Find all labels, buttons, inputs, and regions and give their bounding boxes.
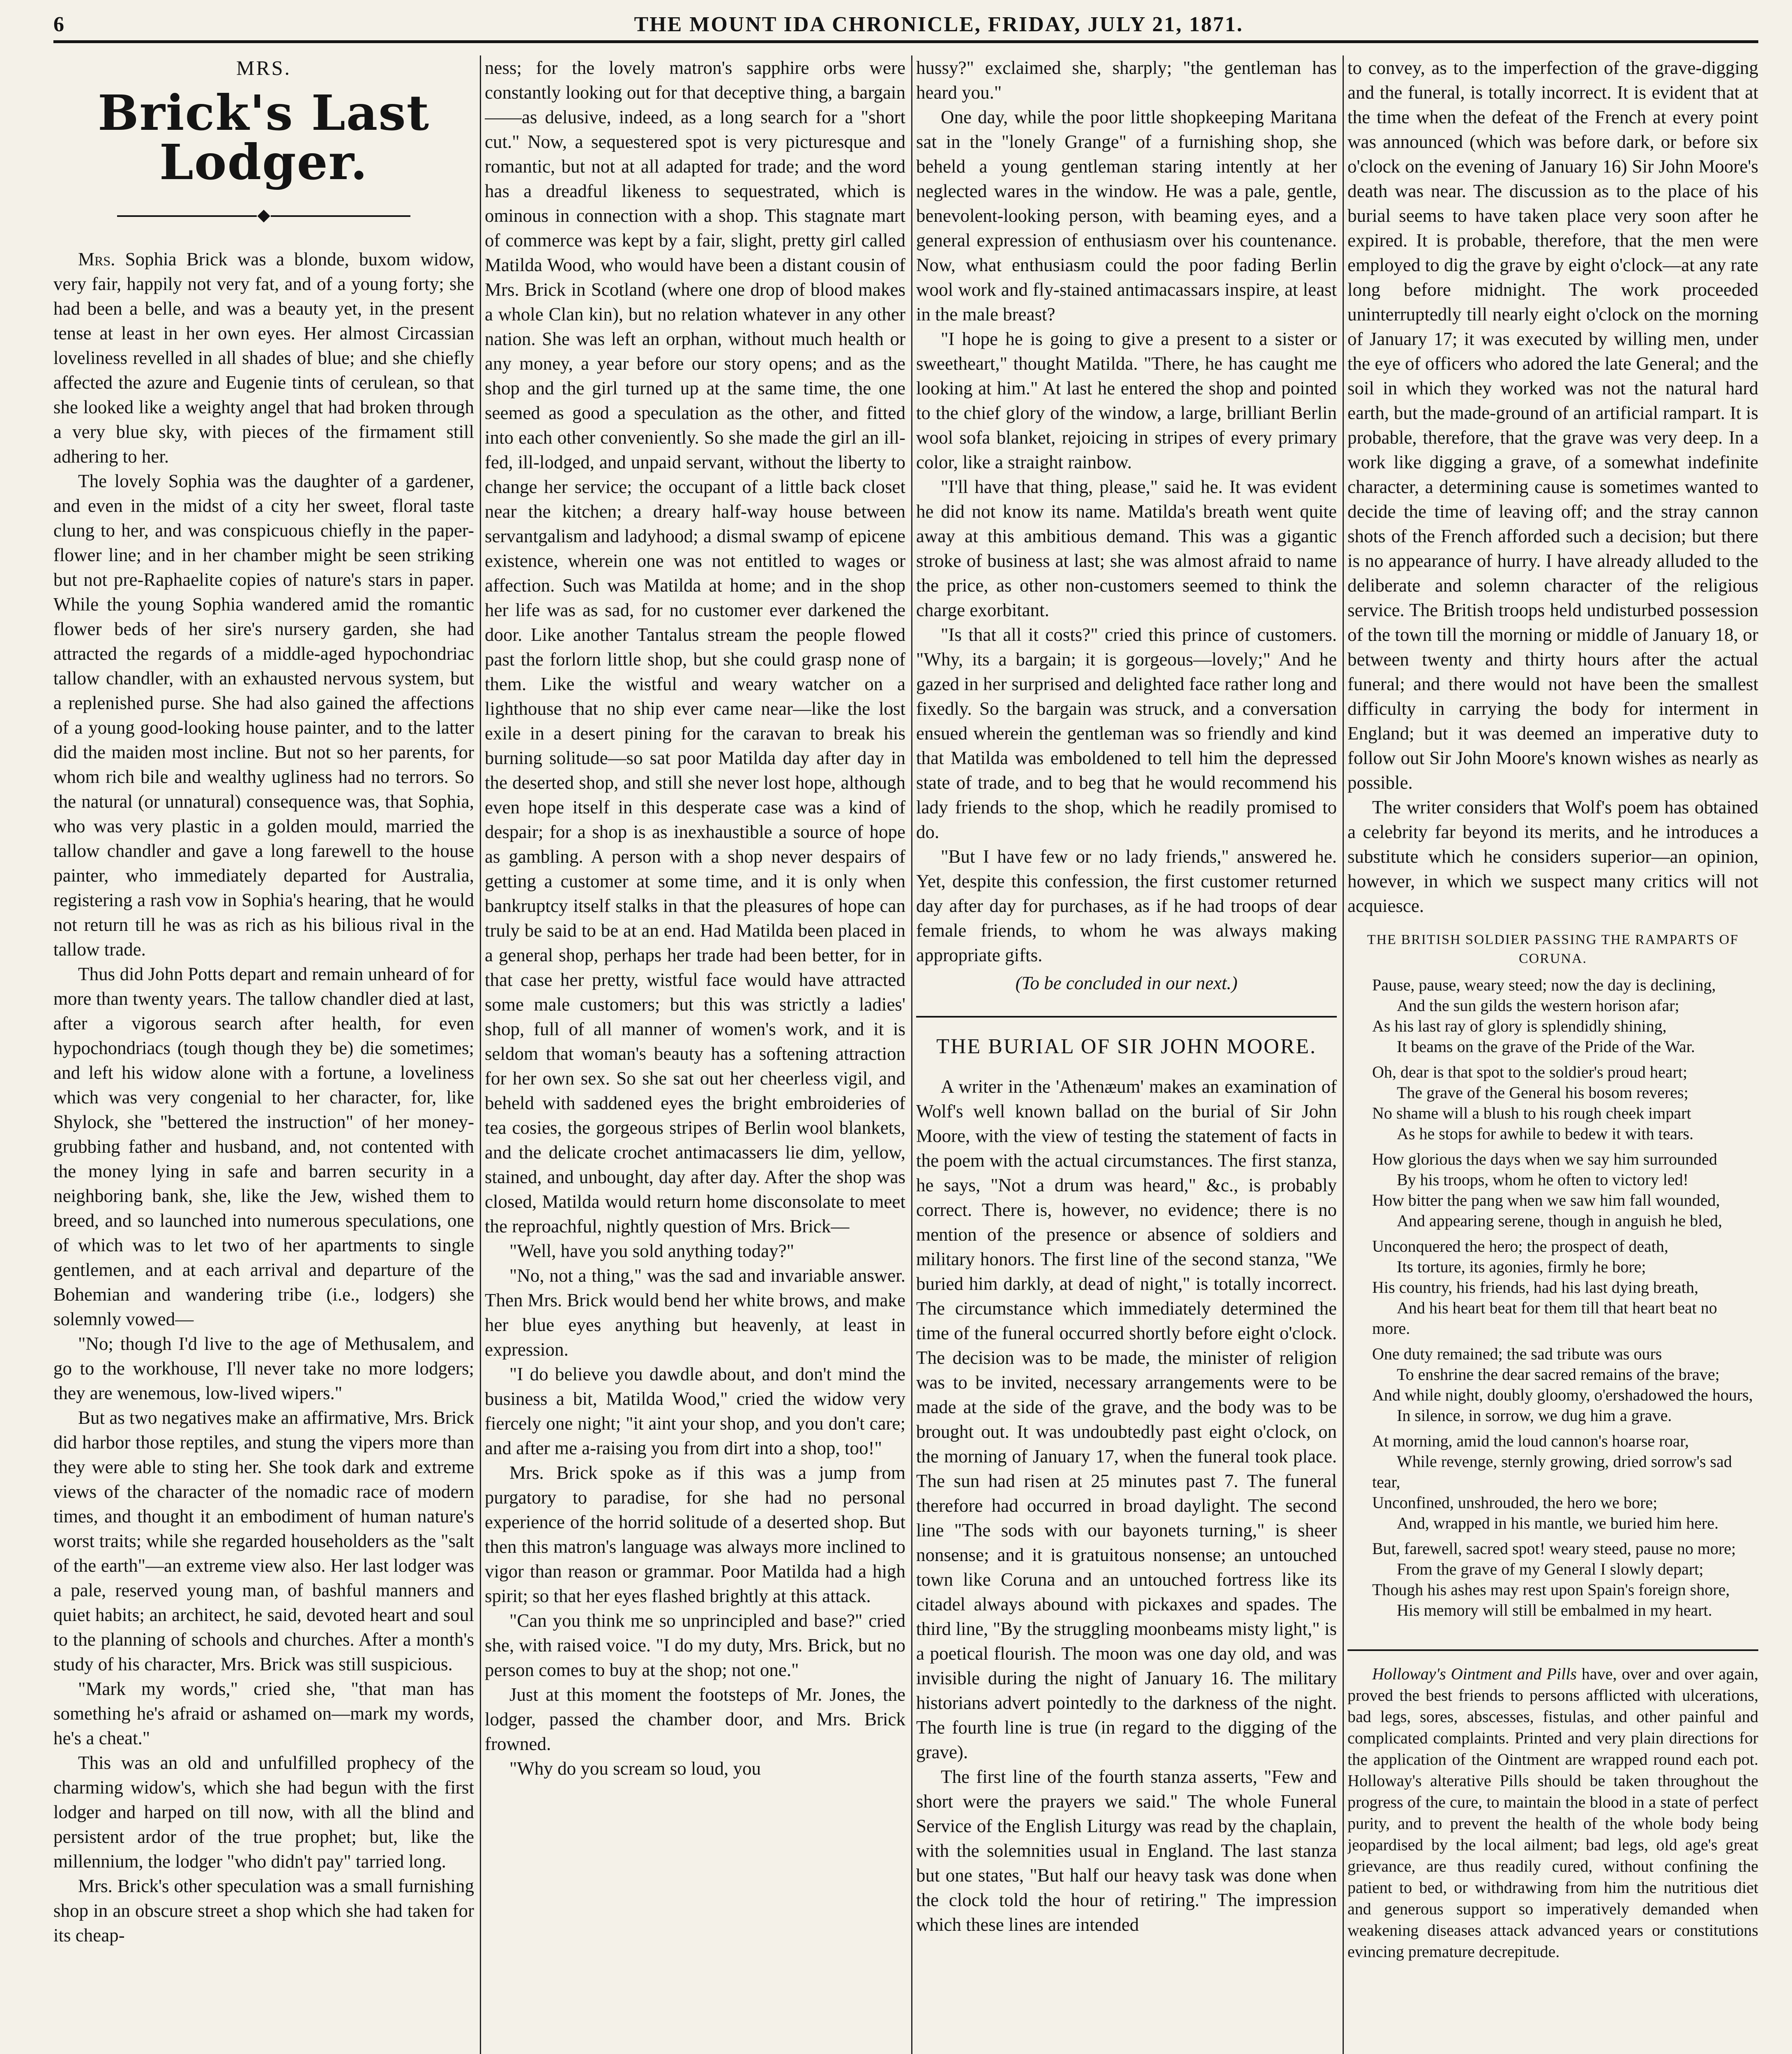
story-pretitle: MRS. bbox=[236, 56, 292, 79]
story-paragraph: "Mark my words," cried she, "that man has something he's afraid or ashamed on—mark my words, he's a cheat." bbox=[53, 1679, 474, 1748]
poem-line: How glorious the days when we say him surrounded bbox=[1372, 1150, 1717, 1168]
story-paragraph: Mrs. Brick's other speculation was a small furnishing shop in an obscure street a shop which she had taken for its cheap- bbox=[53, 1876, 474, 1946]
poem-line: But, farewell, sacred spot! weary steed, pause no more; bbox=[1372, 1539, 1736, 1558]
poem-line: In silence, in sorrow, we dug him a grave. bbox=[1397, 1406, 1672, 1425]
story-paragraph: This was an old and unfulfilled prophecy of the charming widow's, which she had begun with the first lodger and harped on till now, with all the blind and persistent ardor of the true prophet; but, like the millennium, the lodger "who didn't pay" tarried long. bbox=[53, 1752, 474, 1872]
poem-line: Oh, dear is that spot to the soldier's proud heart; bbox=[1372, 1063, 1688, 1081]
poem-line: The grave of the General his bosom reveres; bbox=[1397, 1083, 1688, 1102]
burial-paragraph: The writer considers that Wolf's poem has obtained a celebrity far beyond its merits, and he introduces a substitute which he considers superior—an opinion, however, in which we suspect many critics will not acquiesce. bbox=[1347, 797, 1758, 916]
story-paragraph: The lovely Sophia was the daughter of a gardener, and even in the midst of a city her sweet, floral taste clung to her, and was conspicuous chiefly in the paper-flower line; and in her chamber might be seen striking but not pre-Raphaelite copies of nature's stars in paper. While the young Sophia wandered amid the romantic flower beds of her sire's nursery garden, she had attracted the regards of a middle-aged hypochondriac tallow chandler, with an exhausted nervous system, but a replenished purse. She had also gained the affections of a young good-looking house painter, and to the latter did the maiden most incline. But not so her parents, for whom rich bile and wealthy ugliness had no terrors. So the natural (or unnatural) consequence was, that Sophia, who was very plastic in a golden mould, married the tallow chandler and gave a long farewell to the house painter, who immediately departed for Australia, registering a rash vow in Sophia's hearing, that he would not return till he was as rich as his bilious rival in the tallow trade. bbox=[53, 471, 474, 960]
poem-line: As he stops for awhile to bedew it with tears. bbox=[1397, 1124, 1694, 1143]
story-paragraph: "Is that all it costs?" cried this prince of customers. "Why, its a bargain; it is gorgeous—lovely;" And he gazed in her surprised and delighted face rather long and fixedly. So the bargain was struck, and a conversation ensued wherein the gentleman was so friendly and kind that Matilda was emboldened to tell him the depressed state of trade, and to beg that he would recommend his lady friends to the shop, which he readily promised to do. bbox=[916, 624, 1337, 842]
story-paragraph-first: Mrs. Sophia Brick was a blonde, buxom widow, very fair, happily not very fat, and of a young forty; she had been a belle, and was a beauty yet, in the present tense at least in her own eyes. Her almost Circassian loveliness revelled in all shades of blue; and she chiefly affected the azure and Eugenie tints of cerulean, so that she looked like a weighty angel that had broken through a very blue sky, with pieces of the firmament still adhering to her. bbox=[53, 249, 474, 467]
poem-stanza bbox=[1347, 1538, 1758, 1621]
poem-line: Pause, pause, weary steed; now the day is declining, bbox=[1372, 976, 1716, 994]
poem-line: While revenge, sternly growing, dried sorrow's sad tear, bbox=[1372, 1452, 1732, 1491]
story-paragraph: But as two negatives make an affirmative, Mrs. Brick did harbor those reptiles, and stung the vipers more than they were able to sting her. She took dark and extreme views of the character of the nomadic race of modern times, and thought it an embodiment of human nature's worst traits; while she regarded householders as the "salt of the earth"—an extreme view also. Her last lodger was a pale, reserved young man, of bashful manners and quiet habits; an architect, he said, devoted heart and soul to the planning of schools and churches. After a month's study of his character, Mrs. Brick was still suspicious. bbox=[53, 1407, 474, 1674]
poem-line: From the grave of my General I slowly depart; bbox=[1397, 1560, 1704, 1578]
burial-article-title: THE BURIAL OF SIR JOHN MOORE. bbox=[916, 1016, 1337, 1059]
story-title: Brick's Last Lodger. bbox=[97, 84, 430, 191]
column-1 bbox=[53, 55, 474, 2054]
story-paragraph: ness; for the lovely matron's sapphire orbs were constantly looking out for that deceptive thing, a bargain——as delusive, indeed, as a long search for a "short cut." Now, a sequestered spot is very picturesque and romantic, but not at all adapted for trade; and the word has a dreadful likeness to sequestrated, which is ominous in connection with a shop. This stagnate mart of commerce was kept by a fair, slight, pretty girl called Matilda Wood, who would have been a distant cousin of Mrs. Brick in Scotland (where one drop of blood makes a whole Clan kin), but no relation whatever in any other nation. She was left an orphan, without much health or any money, a year before our story opens; and as the shop and the girl turned up at the same time, the one seemed as good a speculation as the other, and fitted into each other conveniently. So she made the girl an ill-fed, ill-lodged, and unpaid servant, without the liberty to change her service; the occupant of a little back closet near the kitchen; a dreary half-way house between servantgalism and ladyhood; a dismal swamp of epicene existence, wherein one was not entitled to wages or affection. Such was Matilda at home; and in the shop her life was as sad, for no customer ever darkened the door. Like another Tantalus stream the people flowed past the forlorn little shop, but she could grasp none of them. Like the wistful and weary watcher on a lighthouse that no ship ever came near—like the lost exile in a desert pining for the caravan to break his burning solitude—so sat poor Matilda day after day in the deserted shop, and still she never lost hope, although even hope itself in this desperate case was a kind of despair; for a shop is as inexhaustible a source of hope as gambling. A person with a shop never despairs of getting a customer at some time, and it is only when bankruptcy itself stalks in that the pleasures of hope can truly be said to be at an end. Had Matilda been placed in a general shop, perhaps her trade had been better, for in that case her pretty, wistful face would have attracted some male customers; but this was strictly a ladies' shop, full of all manner of women's work, and it is seldom that woman's beauty has a softening attraction for her own sex. So she sat out her cheerless vigil, and beheld with saddened eyes the bright embroideries of tea cosies, the gorgeous stripes of Berlin wool blankets, and the delicate crochet antimacassers lie dim, yellow, stained, and unbought, day after day. After the shop was closed, Matilda would return home disconsolate to meet the reproachful, nightly question of Mrs. Brick— bbox=[485, 58, 905, 1237]
poem-line: No shame will a blush to his rough cheek impart bbox=[1372, 1104, 1691, 1122]
column-rule bbox=[480, 55, 481, 2054]
poem-line: It beams on the grave of the Pride of the War. bbox=[1397, 1037, 1695, 1056]
poem-line: His country, his friends, had his last dying breath, bbox=[1372, 1278, 1698, 1296]
poem-stanza bbox=[1347, 1062, 1758, 1144]
poem-line: And his heart beat for them till that heart beat no more. bbox=[1372, 1299, 1717, 1338]
story-paragraph: "I hope he is going to give a present to a sister or sweetheart," thought Matilda. "There, he has caught me looking at him." At last he entered the shop and pointed to the chief glory of the window, a large, brilliant Berlin wool sofa blanket, rejoicing in stripes of every primary color, like a straight rainbow. bbox=[916, 329, 1337, 472]
poem-line: Unconquered the hero; the prospect of death, bbox=[1372, 1237, 1668, 1255]
poem-line: As his last ray of glory is splendidly shining, bbox=[1372, 1017, 1667, 1035]
story-paragraph: hussy?" exclaimed she, sharply; "the gentleman has heard you." bbox=[916, 58, 1337, 103]
column-3 bbox=[916, 55, 1337, 2054]
story-paragraph: Thus did John Potts depart and remain unheard of for more than twenty years. The tallow chandler died at last, after a vigorous search after health, for even hypochondriacs (tough though they be) die sometimes; and left his widow alone with a fortune, a loveliness which was very congenial to her character, for, like Shylock, she "bettered the instruction" of her money-grubbing father and husband, and, not contented with the money lying in safe and barren security in a neighboring bank, she, like the Jew, wished them to breed, and so launched into numerous speculations, one of which was to let two of her apartments to single gentlemen, and at each arrival and departure of the Bohemian and wandering tribe (i.e., lodgers) she solemnly vowed— bbox=[53, 964, 474, 1329]
poem-stanza bbox=[1347, 1344, 1758, 1426]
story-paragraph: Just at this moment the footsteps of Mr. Jones, the lodger, passed the chamber door, and Mrs. Brick frowned. bbox=[485, 1684, 905, 1754]
poem-line: Unconfined, unshrouded, the hero we bore; bbox=[1372, 1493, 1658, 1512]
advertisement bbox=[1347, 1649, 1758, 1962]
story-paragraph: "Can you think me so unprincipled and base?" cried she, with raised voice. "I do my duty, Mrs. Brick, but no person comes to buy at the shop; not one." bbox=[485, 1610, 905, 1680]
title-ornament bbox=[53, 202, 474, 226]
column-rule bbox=[1343, 55, 1344, 2054]
story-paragraph: "I'll have that thing, please," said he. It was evident he did not know its name. Matilda's breath went quite away at this ambitious demand. This was a gigantic stroke of business at last; she was almost afraid to name the price, as other non-customers seemed to think the charge exorbitant. bbox=[916, 477, 1337, 620]
story-paragraph: "Well, have you sold anything today?" bbox=[509, 1241, 794, 1261]
story-paragraph: "No; though I'd live to the age of Methusalem, and go to the workhouse, I'll never take no more lodgers; they are wenemous, low-lived wipers." bbox=[53, 1333, 474, 1403]
story-continued-note: (To be concluded in our next.) bbox=[1015, 973, 1238, 993]
story-paragraph: "I do believe you dawdle about, and don't mind the business a bit, Matilda Wood," cried the widow very fiercely one night; "it aint your shop, and you don't care; and after me a-raising you from dirt into a shop, too!" bbox=[485, 1364, 905, 1458]
poem-line: His memory will still be embalmed in my heart. bbox=[1397, 1601, 1712, 1619]
masthead-title: THE MOUNT IDA CHRONICLE, FRIDAY, JULY 21, 1871. bbox=[634, 12, 1244, 36]
poem-line: And appearing serene, though in anguish he bled, bbox=[1397, 1211, 1723, 1230]
story-paragraph: One day, while the poor little shopkeeping Maritana sat in the "lonely Grange" of a furnishing shop, she beheld a young gentleman staring intently at her neglected wares in the window. He was a pale, gentle, benevolent-looking person, with beaming eyes, and a general expression of enthusiasm over his countenance. Now, what enthusiasm could the poor fading Berlin wool work and fly-stained antimacassars inspire, at least in the male breast? bbox=[916, 107, 1337, 325]
burial-paragraph: to convey, as to the imperfection of the grave-digging and the funeral, is totally incorrect. It is evident that at the time when the defeat of the French at every point was announced (which was before dark, or before six o'clock on the evening of January 16) Sir John Moore's death was near. The discussion as to the place of his burial seems to have taken place very soon after he expired. It is probable, therefore, that the men were employed to dig the grave by eight o'clock—at any rate long before midnight. The work proceeded uninterruptedly till nearly eight o'clock on the morning of January 17; it was executed by willing men, under the eye of officers who adored the late General; and the soil in which they worked was not the natural hard earth, but the made-ground of an artificial rampart. It is probable, therefore, that the grave was very deep. In a work like digging a grave, of a somewhat indefinite character, a determining cause is sometimes wanted to decide the time of leaving off; and the stray cannon shots of the French afforded such a decision; but there is no appearance of hurry. I have already alluded to the deliberate and solemn character of the religious service. The British troops held undisturbed possession of the town till the morning or middle of January 18, or between twenty and thirty hours after the actual funeral; and there would not have been the smallest difficulty in carrying the body for interment in England; but it was deemed an imperative duty to follow out Sir John Moore's known wishes as nearly as possible. bbox=[1347, 58, 1758, 793]
poem-line: And, wrapped in his mantle, we buried him here. bbox=[1397, 1514, 1719, 1532]
poem-line: Though his ashes may rest upon Spain's foreign shore, bbox=[1372, 1580, 1730, 1599]
poem-line: One duty remained; the sad tribute was ours bbox=[1372, 1345, 1662, 1363]
masthead-rule bbox=[53, 40, 1758, 43]
burial-paragraph: A writer in the 'Athenæum' makes an examination of Wolf's well known ballad on the burial of Sir John Moore, with the view of testing the statement of facts in the poem with the actual circumstances. The first stanza, he says, "Not a drum was heard," &c., is probably correct. There is, however, no evidence; there is no mention of the presence or absence of soldiers and military honors. The first line of the second stanza, "We buried him darkly, at dead of night," is totally incorrect. The circumstance which immediately determined the time of the funeral occurred shortly before eight o'clock. The decision was to be made, the minister of religion was to be invited, necessary arrangements were to be made at the side of the grave, and the body was to be brought out. It was undoubtedly past eight o'clock, on the morning of January 17, when the funeral took place. The sun had risen at 25 minutes past 7. The funeral therefore had occurred in broad daylight. The second line "The sods with our bayonets turning," is sheer nonsense; and it is gratuitous nonsense; an untouched town like Coruna and an untouched fortress like its citadel always abound with pickaxes and spades. The third line, "By the struggling moonbeams misty light," is a poetical flourish. The moon was one day old, and was invisible during the night of January 16. The military historians advert pointedly to the darkness of the night. The fourth line is true (in regard to the digging of the grave). bbox=[916, 1076, 1337, 1762]
column-rule bbox=[911, 55, 912, 2054]
poem-line: To enshrine the dear sacred remains of the brave; bbox=[1397, 1365, 1720, 1384]
story-paragraph: "No, not a thing," was the sad and invariable answer. Then Mrs. Brick would bend her white brows, and make her blue eyes anything but heavenly, at least in expression. bbox=[485, 1265, 905, 1360]
column-2 bbox=[485, 55, 905, 2054]
poem-stanza bbox=[1347, 1431, 1758, 1534]
poem-line: Its torture, its agonies, firmly he bore; bbox=[1397, 1257, 1646, 1276]
masthead bbox=[53, 12, 1758, 37]
poem-line: At morning, amid the loud cannon's hoarse roar, bbox=[1372, 1432, 1689, 1450]
story-paragraph: "Why do you scream so loud, you bbox=[509, 1758, 761, 1779]
column-4 bbox=[1347, 55, 1758, 2054]
burial-paragraph: The first line of the fourth stanza asserts, "Few and short were the prayers we said." The whole Funeral Service of the English Liturgy was read by the chaplain, with the solemnities usual in England. The last stanza but one states, "But half our heavy task was done when the clock told the hour of retiring." The impression which these lines are intended bbox=[916, 1766, 1337, 1935]
story-paragraph: Mrs. Brick spoke as if this was a jump from purgatory to paradise, for she had no personal experience of the horrid solitude of a deserted shop. But then this matron's language was always more inclined to vigor than reason or grammar. Poor Matilda had a high spirit; so that her eyes flashed brightly at this attack. bbox=[485, 1462, 905, 1606]
poem-stanza bbox=[1347, 975, 1758, 1057]
page-number: 6 bbox=[53, 12, 64, 36]
story-paragraph: "But I have few or no lady friends," answered he. Yet, despite this confession, the first customer returned day after day for purchases, as if he had troops of dear female friends, to whom he was always making appropriate gifts. bbox=[916, 846, 1337, 965]
poem-stanza bbox=[1347, 1236, 1758, 1339]
poem-line: And the sun gilds the western horison afar; bbox=[1397, 996, 1679, 1015]
poem-body bbox=[1347, 975, 1758, 1621]
advert-text: Holloway's Ointment and Pills have, over and over again, proved the best friends to persons afflicted with ulcerations, bad legs, sores, abscesses, fistulas, and other painful and complicated complaints. Printed and very plain directions for the application of the Ointment are wrapped round each pot. Holloway's alterative Pills should be taken throughout the progress of the cure, to maintain the blood in a state of perfect purity, and to prevent the health of the whole body being jeopardised by the local ailment; bad legs, old age's great grievance, are thus readily cured, without confining the patient to bed, or withdrawing from him the nutritious diet and generous support so imperatively demanded when weakening diseases attack advanced years or constitutions evincing premature decrepitude. bbox=[1347, 1665, 1758, 1961]
poem-line: And while night, doubly gloomy, o'ershadowed the hours, bbox=[1372, 1386, 1753, 1404]
poem-stanza bbox=[1347, 1149, 1758, 1231]
poem-line: By his troops, whom he often to victory led! bbox=[1397, 1170, 1688, 1189]
poem-title: THE BRITISH SOLDIER PASSING THE RAMPARTS OF CORUNA. bbox=[1367, 932, 1739, 966]
poem-line: How bitter the pang when we saw him fall wounded, bbox=[1372, 1191, 1720, 1209]
